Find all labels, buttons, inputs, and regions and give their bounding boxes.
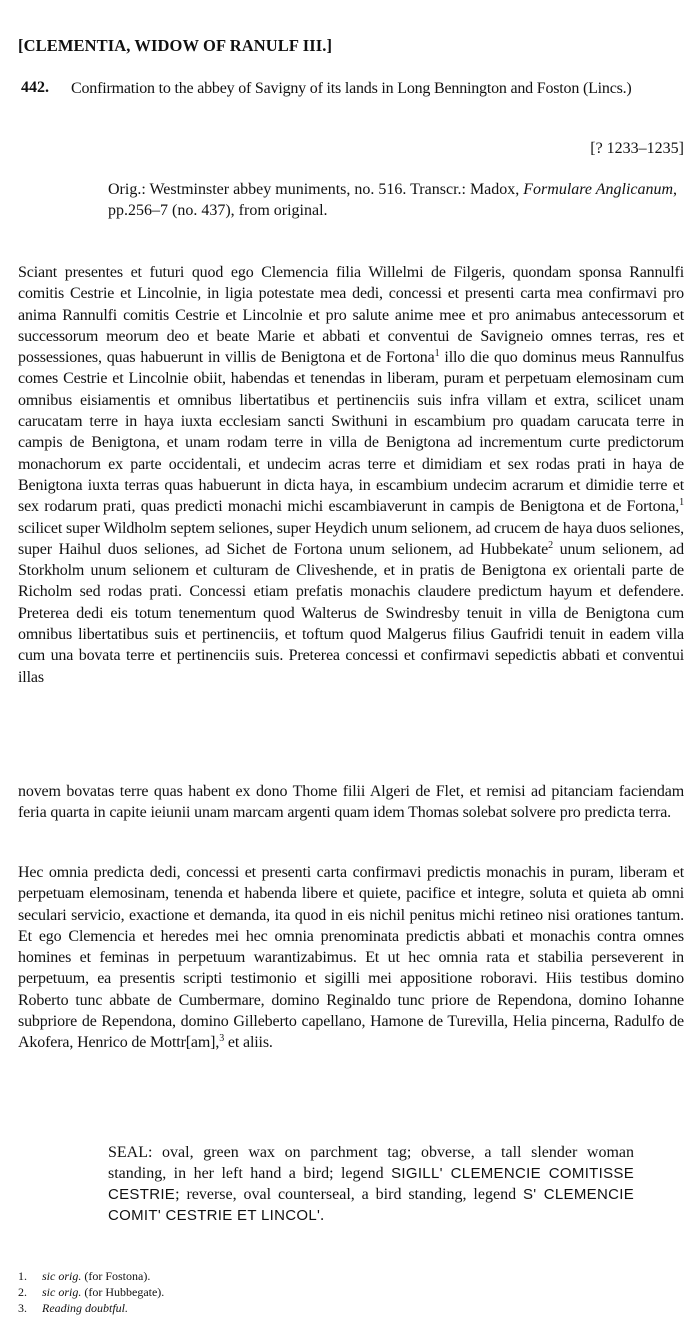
text-run: illo die quo dominus meus Rannulfus comes Cestrie et Lincolnie obiit, habendas et tenendas in liberam, puram et perpetuam elemosinam cum omnibus eisiamentis et omnibus libertatibus et pertinenciis suis infra villam et extra, scilicet unam carucatam terre in haya iuxta ecclesiam sancti Swithuni in escambium pro quadam carucata terre in campis de Benigtona, et unam rodam terre in villa de Benigtona ad incrementum curte predictorum monachorum ex parte occidentali, et undecim acras terre et dimidiam et sex rodas prati in haya de Benigtona iuxta terras quas habuerunt in dicta haya, in escambium undecim acrarum et dimidie terre et sex rodarum prati, quas predicti monachi michi escambiaverunt in campis de Benigtona et de Fortona, [18,349,684,516]
source-text-2: , pp.256–7 (no. 437), from original. [108,181,678,219]
seal-legend-reverse: S' CLEMENCIE COMIT' CESTRIE ET LINCOL' [108,1186,635,1224]
footnote-italic: sic orig. [42,1285,82,1299]
text-run: et aliis. [224,1034,273,1052]
seal-text: . [320,1207,325,1224]
footnote-ref: 3 [219,1033,225,1045]
charter-text-paragraph-3 [18,862,684,1054]
footnote-ref: 1 [434,348,440,360]
charter-number: 442. [21,79,49,96]
footnote-number: 2. [18,1285,27,1299]
seal-description [108,1142,634,1226]
charter-date: [? 1233–1235] [590,140,684,157]
footnote-ref: 2 [548,539,553,551]
charter-text-paragraph-2: novem bovatas terre quas habent ex dono Thome filii Algeri de Flet, et remisi ad pitanciam faciendam feria quarta in capite ieiunii unam marcam argenti quam idem Thomas solebat solvere pro predicta terra. [18,783,684,822]
footnote-italic: Reading doubtful. [42,1301,128,1315]
footnote-number: 3. [18,1301,27,1315]
source-note [108,179,688,221]
text-run: Hec omnia predicta dedi, concessi et presenti carta confirmavi predictis monachis in puram, liberam et perpetuam elemosinam, tenenda et habenda libere et quiete, pacifice et integre, soluta et quieta ab omni seculari servicio, exactione et demanda, ita quod in eis nichil penitus michi retineo nisi orationes tantum. Et ego Clemencia et heredes mei hec omnia prenominata predictis abbati et monachis contra omnes homines et feminas in perpetuum warantizabimus. Et ut hec omnia rata et stabilia perseverent in perpetuum, ea presentis scripti testimonio et sigilli mei appositione roboravi. Hiis testibus domino Roberto tunc abbate de Cumbermare, domino Reginaldo tunc priore de Rependona, domino Iohanne subpriore de Rependona, domino Gilleberto capellano, Hamone de Turevilla, Helia pincerna, Radulfo de Akofera, Henrico de Mottr[am], [18,864,684,1052]
charter-title: Confirmation to the abbey of Savigny of its lands in Long Bennington and Foston (Lincs.) [71,80,632,97]
seal-text: SEAL: oval, green wax on parchment tag; obverse, a tall slender woman standing, in her left hand a bird; legend [108,1144,634,1182]
footnotes [18,1268,164,1316]
footnote-2 [18,1284,164,1300]
page-heading: [CLEMENTIA, WIDOW OF RANULF III.] [18,36,333,55]
source-text-1: Orig.: Westminster abbey muniments, no. 516. Transcr.: Madox, [108,181,524,198]
footnote-1 [18,1268,164,1284]
text-run: scilicet super Wildholm septem seliones, super Heydich unum selionem, ad crucem de haya duos seliones, super Haihul duos seliones, ad Sichet de Fortona unum selionem, ad Hubbekate [18,519,684,558]
source-title: Formulare Anglicanum [523,181,674,198]
text-run: unum selionem, ad Storkholm unum selionem et culturam de Cliveshende, et in pratis de Benigtona ex orientali parte de Richolm sed rodas prati. Concessi etiam prefatis monachis claudere predictum hayum et defendere. Preterea dedi eis totum tenementum quod Walterus de Swindresby tenuit in villa de Benigtona cum omnibus libertatibus suis et pertinenciis, et toftum quod Malgerus filius Gaufridi tenuit in eadem villa cum una bovata terre et pertinenciis suis. Preterea concessi et confirmavi sepedictis abbati et conventui illas [18,540,684,686]
seal-text: ; reverse, oval counterseal, a bird standing, legend [175,1186,523,1203]
text-run: Sciant presentes et futuri quod ego Clemencia filia Willelmi de Filgeris, quondam sponsa Rannulfi comitis Cestrie et Lincolnie, in ligia potestate mea dedi, concessi et presenti carta mea confirmavi pro anima Rannulfi comitis Cestrie et Lincolnie et pro salute anime mee et pro animabus antecessorum et successorum meorum deo et beate Marie et abbati et conventui de Savigneio omnes terras, res et possessiones, quas habuerunt in villis de Benigtona et de Fortona [18,264,684,367]
charter-text-paragraph-1 [18,262,684,688]
footnote-3 [18,1300,164,1316]
footnote-text: (for Hubbegate). [81,1285,165,1299]
footnote-ref: 1 [679,497,684,509]
seal-legend-obverse: SIGILL' CLEMENCIE COMITISSE CESTRIE [108,1165,635,1203]
footnote-italic: sic orig. [42,1269,82,1283]
footnote-text: (for Fostona). [81,1269,151,1283]
footnote-number: 1. [18,1269,27,1283]
